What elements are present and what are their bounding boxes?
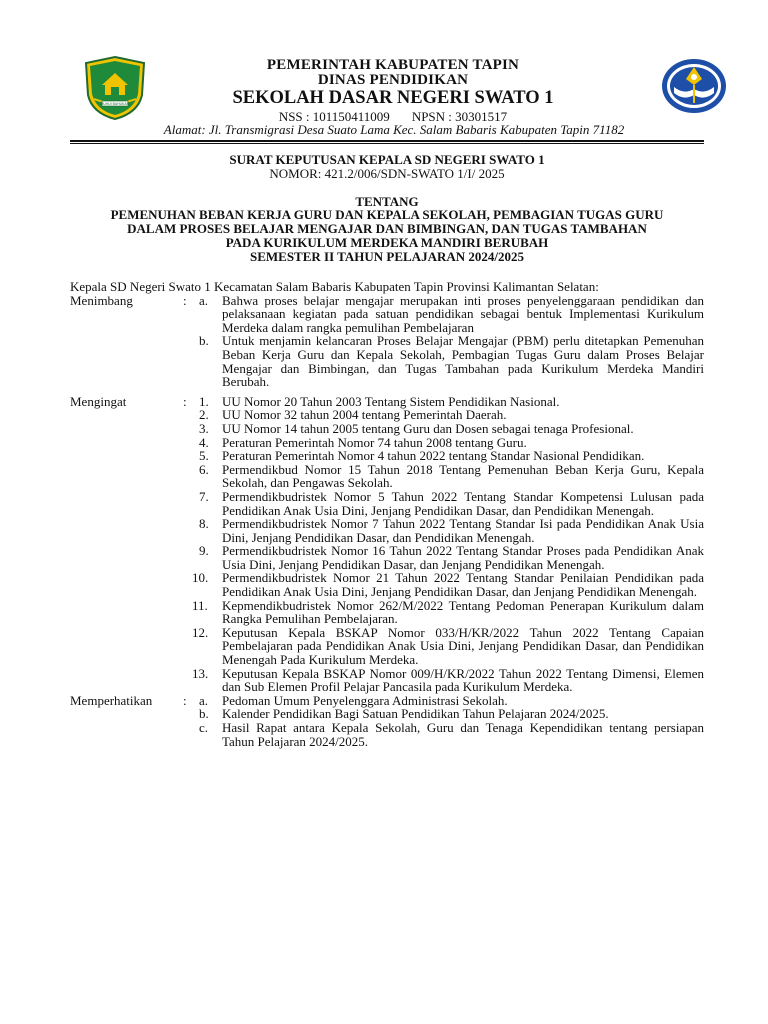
list-text: Peraturan Pemerintah Nomor 4 tahun 2022 tentang Standar Nasional Pendidikan. <box>222 448 645 464</box>
list-marker: 8. <box>199 516 209 532</box>
list-item <box>192 624 704 668</box>
list-text: Untuk menjamin kelancaran Proses Belajar Mengajar (PBM) perlu ditetapkan Pemenuhan Beban Kerja Guru dan Kepala Sekolah, Pembagian Tugas Guru dalam Proses Belajar Mengajar dan Bimbingan, dan Tugas Tambahan pada Kurikulum Merdeka Mandiri Berubah. <box>222 333 704 390</box>
decree-subject-line: SEMESTER II TAHUN PELAJARAN 2024/2025 <box>249 249 524 264</box>
list-text: Permendikbudristek Nomor 21 Tahun 2022 Tentang Standar Penilaian Pendidikan pada Pendidikan Anak Usia Dini, Jenjang Pendidikan Dasar, dan Jenjang Pendidikan Menengah. <box>222 570 704 600</box>
list-text: Permendikbudristek Nomor 7 Tahun 2022 Tentang Standar Isi pada Pendidikan Anak Usia Dini, Jenjang Pendidikan Dasar, dan Pendidikan Menengah. <box>222 516 704 545</box>
list-text: Kepmendikbudristek Nomor 262/M/2022 Tentang Pedoman Penerapan Kurikulum dalam Rangka Pemulihan Pembelajaran. <box>222 597 704 627</box>
list-item <box>199 694 704 708</box>
letterhead-government: PEMERINTAH KABUPATEN TAPIN <box>266 57 520 73</box>
list-item <box>192 665 704 695</box>
section-menimbang <box>70 294 704 389</box>
list-text: UU Nomor 14 tahun 2005 tentang Guru dan Dosen sebagai tenaga Profesional. <box>222 420 634 436</box>
list-text: UU Nomor 32 tahun 2004 tentang Pemerintah Daerah. <box>222 407 507 423</box>
list-text: Hasil Rapat antara Kepala Sekolah, Guru dan Tenaga Kependidikan tentang persiapan Tahun Pelajaran 2024/2025. <box>222 720 704 749</box>
list-marker: 9. <box>199 543 209 559</box>
list-item <box>199 436 704 450</box>
section-colon: : <box>183 292 187 308</box>
list-item <box>199 449 704 463</box>
list-text: Bahwa proses belajar mengajar merupakan inti proses penyelenggaraan pendidikan dan pelaksanaan kegiatan pada satuan pendidikan sebagai bentuk Implementasi Kurikulum Merdeka dalam rangka pemulihan Pembelajaran <box>222 292 704 335</box>
list-item <box>199 544 704 571</box>
section-memperhatikan <box>70 694 704 748</box>
decree-number: NOMOR: 421.2/006/SDN-SWATO 1/I/ 2025 <box>269 166 505 181</box>
letterhead-school-name: SEKOLAH DASAR NEGERI SWATO 1 <box>232 88 554 108</box>
list-marker: a. <box>199 692 209 708</box>
list-marker: 2. <box>199 407 209 423</box>
list-text: Kalender Pendidikan Bagi Satuan Pendidikan Tahun Pelajaran 2024/2025. <box>222 706 609 722</box>
list-item <box>199 395 704 409</box>
decree-subject-line: DALAM PROSES BELAJAR MENGAJAR DAN BIMBINGAN, DAN TUGAS TAMBAHAN <box>127 221 647 236</box>
letterhead-divider-thin <box>70 143 704 144</box>
list-text: Pedoman Umum Penyelenggara Administrasi Sekolah. <box>222 692 508 708</box>
list-marker: 6. <box>199 461 209 477</box>
list-marker: 13. <box>192 665 209 681</box>
svg-text:RUHUI BAHUKAN: RUHUI BAHUKAN <box>100 102 130 106</box>
list-text: Peraturan Pemerintah Nomor 74 tahun 2008 tentang Guru. <box>222 434 527 450</box>
list-item <box>199 294 704 335</box>
section-label: Menimbang <box>70 292 133 308</box>
list-item <box>199 517 704 544</box>
list-marker: 12. <box>192 624 209 640</box>
letterhead-divider <box>70 140 704 142</box>
list-marker: b. <box>199 333 209 349</box>
section-label: Mengingat <box>70 393 127 409</box>
list-item <box>199 408 704 422</box>
list-marker: 5. <box>199 448 209 464</box>
list-marker: 4. <box>199 434 209 450</box>
list-text: UU Nomor 20 Tahun 2003 Tentang Sistem Pendidikan Nasional. <box>222 393 560 409</box>
decree-subject-line: PADA KURIKULUM MERDEKA MANDIRI BERUBAH <box>225 235 549 250</box>
list-item <box>199 721 704 748</box>
decree-subject-line: PEMENUHAN BEBAN KERJA GURU DAN KEPALA SEKOLAH, PEMBAGIAN TUGAS GURU <box>110 207 664 222</box>
list-marker: 7. <box>199 488 209 504</box>
npsn-number: NPSN : 30301517 <box>411 109 508 124</box>
section-label: Memperhatikan <box>70 692 153 708</box>
list-marker: 10. <box>192 570 209 586</box>
list-text: Keputusan Kepala BSKAP Nomor 009/H/KR/2022 Tahun 2022 Tentang Dimensi, Elemen dan Sub Elemen Profil Pelajar Pancasila pada Kurikulum Merdeka. <box>222 665 704 695</box>
list-item <box>199 707 704 721</box>
list-text: Permendikbud Nomor 15 Tahun 2018 Tentang Pemenuhan Beban Kerja Guru, Kepala Sekolah, dan Pengawas Sekolah. <box>222 461 704 491</box>
list-item <box>199 463 704 490</box>
section-mengingat <box>70 395 704 694</box>
list-item <box>192 570 704 600</box>
list-item <box>199 490 704 517</box>
section-colon: : <box>183 692 187 708</box>
list-marker: a. <box>199 292 209 308</box>
list-marker: b. <box>199 706 209 722</box>
list-text: Permendikbudristek Nomor 16 Tahun 2022 Tentang Standar Proses pada Pendidikan Anak Usia Dini, Jenjang Pendidikan Dasar, dan Jenjang Pendidikan Menengah. <box>222 543 704 572</box>
list-item <box>199 334 704 388</box>
list-marker: 11. <box>192 597 208 613</box>
letterhead-address: Alamat: Jl. Transmigrasi Desa Suato Lama Kec. Salam Babaris Kabupaten Tapin 71182 <box>163 122 625 137</box>
list-marker: c. <box>199 720 209 735</box>
list-item <box>192 597 704 627</box>
list-item <box>199 422 704 436</box>
nss-number: NSS : 101150411009 <box>278 109 390 124</box>
letterhead-department: DINAS PENDIDIKAN <box>317 72 469 88</box>
list-marker: 3. <box>199 420 209 436</box>
decree-title: SURAT KEPUTUSAN KEPALA SD NEGERI SWATO 1 <box>229 152 545 167</box>
decree-about: TENTANG <box>355 194 419 209</box>
section-colon: : <box>183 393 187 409</box>
list-marker: 1. <box>199 393 209 409</box>
list-text: Permendikbudristek Nomor 5 Tahun 2022 Tentang Standar Kompetensi Lulusan pada Pendidikan Anak Usia Dini, Jenjang Pendidikan Dasar, dan Pendidikan Menengah. <box>222 488 704 518</box>
intro-paragraph: Kepala SD Negeri Swato 1 Kecamatan Salam Babaris Kabupaten Tapin Provinsi Kalimantan Selatan: <box>70 279 599 294</box>
list-text: Keputusan Kepala BSKAP Nomor 033/H/KR/2022 Tahun 2022 Tentang Capaian Pembelajaran pada Pendidikan Anak Usia Dini, Jenjang Pendidikan Dasar, dan Pendidikan Menengah Pada Kurikulum Merdeka. <box>222 624 704 668</box>
decree-body <box>70 280 704 748</box>
